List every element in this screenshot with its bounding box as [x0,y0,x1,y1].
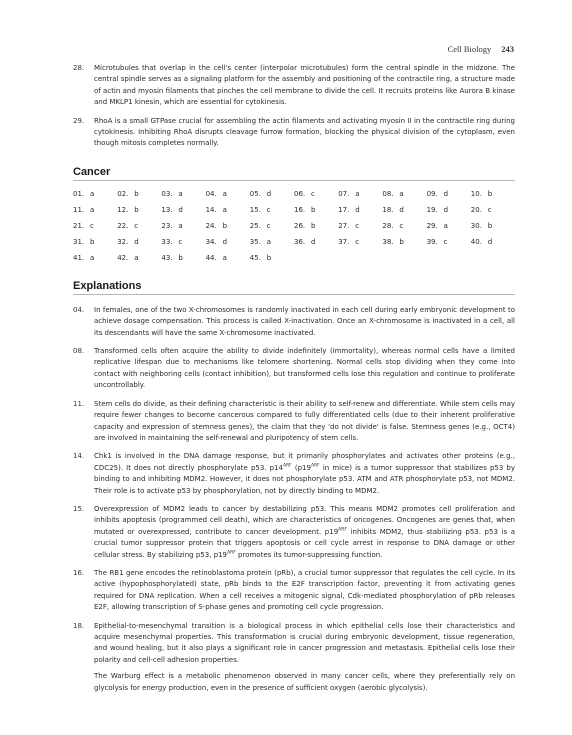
question-number: 10. [470,189,482,198]
answer-letter: a [90,253,95,262]
answer-letter: b [178,253,183,262]
answer-entry [382,222,426,230]
item-number: 16. [73,568,85,577]
question-number: 37. [338,237,350,246]
paragraph: In females, one of the two X-chromosomes is randomly inactivated in each cell during early embryonic development to achieve dosage compensation. This process is called X-inactivation. Once an X-chromosome is inactivated in a cell, all its descendants will have the same X-chromosome inactivated. [94,305,515,337]
answer-entry [250,222,294,230]
answer-entry [427,190,471,198]
intro-item [73,116,515,150]
answer-letter: d [399,205,404,214]
answer-entry [338,206,382,214]
answer-entry [206,254,250,262]
explanation-item [73,451,515,497]
running-header [448,44,514,54]
answer-letter: c [443,237,448,246]
answer-letter: d [311,237,316,246]
explanation-item [73,399,515,445]
item-text [94,504,515,561]
answer-letter: a [134,253,139,262]
question-number: 03. [161,189,173,198]
question-number: 16. [294,205,306,214]
answer-entry [471,206,515,214]
answer-letter: b [311,221,316,230]
question-number: 05. [249,189,261,198]
intro-item [73,63,515,109]
question-number: 40. [470,237,482,246]
answer-entry [250,190,294,198]
item-number: 04. [73,305,85,314]
answer-letter: b [134,189,139,198]
answer-entry [382,206,426,214]
paragraph: The RB1 gene encodes the retinoblastoma protein (pRb), a crucial tumor suppressor that regulates the cell cycle. In its active (hypophosphorylated) state, pRb binds to the E2F transcription factor, preventing it from activating genes required for DNA replication. When a cell receives a mitogenic signal, Cdk-mediated phosphorylation of pRb releases E2F, allowing transcription of S-phase genes and promoting cell cycle progression. [94,568,515,612]
question-number: 21. [73,221,85,230]
answer-letter: c [134,221,139,230]
answer-letter: a [399,189,404,198]
answer-letter: c [487,205,492,214]
answer-letter: b [222,221,228,230]
answer-entry [161,254,205,262]
question-number: 02. [117,189,129,198]
item-text [94,621,515,694]
question-number: 33. [161,237,173,246]
question-number: 23. [161,221,173,230]
answer-entry [73,238,117,246]
answer-letter: c [355,237,360,246]
question-number: 44. [205,253,217,262]
item-text [94,305,515,339]
answer-letter: a [222,189,227,198]
answer-letter: b [266,253,272,262]
explanation-item [73,621,515,694]
question-number: 38. [382,237,394,246]
question-number: 07. [338,189,350,198]
answer-entry [206,190,250,198]
section-name: Cell Biology [447,44,492,54]
paragraph: Transformed cells often acquire the ability to divide indefinitely (immortality), whereas normal cells have a limited replicative lifespan due to mechanisms like telomere shortening. Normal cells stop dividing when they come into contact with neighboring cells (contact inhibition), but transformed cells lose this regulation and continue to proliferate uncontrollably. [94,347,515,390]
answer-entry [73,254,117,262]
paragraph: RhoA is a small GTPase crucial for assembling the actin filaments and activating myosin II in the contractile ring during cytokinesis. Inhibiting RhoA disrupts cleavage furrow formation, blocking the physical division of the cytoplasm, even though mitosis completes normally. [94,116,515,148]
answer-entry [382,238,426,246]
answer-entry [73,206,117,214]
answer-letter: c [266,205,271,214]
answer-entry [161,206,205,214]
answer-entry [206,206,250,214]
paragraph: The Warburg effect is a metabolic phenomenon observed in many cancer cells, where they preferentially rely on glycolysis for energy production, even in the presence of sufficient oxygen (aerobic glycolysis). [94,672,515,692]
answer-entry [206,222,250,230]
item-number: 15. [73,504,85,513]
answer-letter: d [222,237,228,246]
answer-entry [161,222,205,230]
answer-entry [294,206,338,214]
item-text [94,116,515,150]
page-content [73,63,515,701]
paragraph: Chk1 is involved in the DNA damage response, but it primarily phosphorylates and activates other proteins (e.g., CDC25). It does not directly phosphorylate p53. $p14^{ARF}$ ($p19^{ARF}$ in mice) is a tumor suppressor that stabilizes p53 by binding to and inhibiting MDM2. However, it does not phosphorylate p53. ATM and ATR phosphorylate p53, not MDM2. Their role is to activate p53 by phosphorylation, not by directly binding to MDM2. [94,452,515,495]
answer-entry [382,190,426,198]
answer-letter: a [443,221,448,230]
answer-entry [117,206,161,214]
question-number: 34. [205,237,217,246]
explanation-item [73,568,515,614]
paragraph: Stem cells do divide, as their defining characteristic is their ability to self-renew and differentiate. While stem cells may require fewer changes to become cancerous compared to fully differentiated cells (due to their inherent proliferative capacity and expression of stemness genes), the claim that they 'do not divide' is false. Stemness genes (e.g., OCT4) are involved in maintaining the self-renewal and pluripotency of stem cells. [94,399,515,442]
item-number: 18. [73,621,85,630]
item-text [94,63,515,109]
answer-entry [117,238,161,246]
question-number: 11. [73,205,85,214]
answer-entry [250,254,294,262]
answer-letter: a [178,221,183,230]
explanation-item [73,346,515,392]
question-number: 14. [205,205,217,214]
item-text [94,399,515,445]
answer-letter: c [399,221,404,230]
answer-entry [206,238,250,246]
paragraph: Epithelial-to-mesenchymal transition is a biological process in which epithelial cells lose their characteristics and acquire mesenchymal properties. This transformation is crucial during embryonic development, tissue regeneration, and wound healing, but it also plays a significant role in cancer progression and metastasis. Epithelial cells lose their polarity and cell-cell adhesion properties. [94,621,515,664]
answer-letter: a [222,253,227,262]
answer-letter: c [355,221,360,230]
item-number: 14. [73,452,85,461]
question-number: 25. [249,221,261,230]
answer-letter: a [266,237,272,246]
answer-entry [471,190,515,198]
answer-entry [427,238,471,246]
answer-entry [117,190,161,198]
question-number: 29. [426,221,438,230]
answer-entry [338,190,382,198]
explanation-item [73,504,515,561]
explanations-section-title: Explanations [73,280,515,295]
question-number: 12. [117,205,129,214]
question-number: 20. [470,205,482,214]
item-number: 11. [73,399,85,408]
question-number: 35. [249,237,261,246]
cancer-section-title: Cancer [73,166,515,181]
question-number: 09. [426,189,438,198]
answer-letter: d [134,237,139,246]
explanation-item [73,305,515,339]
answer-key-grid [73,190,515,262]
answer-letter: d [443,205,449,214]
answer-letter: a [355,189,360,198]
answer-entry [294,222,338,230]
explanations-list [73,305,515,694]
question-number: 06. [294,189,306,198]
answer-entry [250,238,294,246]
question-number: 31. [73,237,85,246]
question-number: 39. [426,237,438,246]
answer-entry [427,206,471,214]
intro-items [73,63,515,150]
item-number: 08. [73,347,85,356]
question-number: 15. [249,205,261,214]
question-number: 26. [294,221,306,230]
page-number: 243 [501,44,514,54]
answer-letter: a [90,189,95,198]
question-number: 24. [205,221,217,230]
answer-letter: c [178,237,183,246]
answer-letter: d [487,237,493,246]
item-number: 29. [73,116,85,125]
item-text [94,568,515,614]
question-number: 30. [470,221,482,230]
answer-letter: d [355,205,360,214]
question-number: 42. [117,253,129,262]
question-number: 36. [294,237,306,246]
answer-entry [294,238,338,246]
answer-letter: b [134,205,139,214]
answer-entry [161,238,205,246]
answer-entry [161,190,205,198]
question-number: 22. [117,221,129,230]
question-number: 19. [426,205,438,214]
answer-letter: d [443,189,449,198]
question-number: 45. [249,253,261,262]
question-number: 08. [382,189,394,198]
answer-entry [427,222,471,230]
answer-entry [294,190,338,198]
answer-entry [73,222,117,230]
question-number: 27. [338,221,350,230]
answer-letter: d [178,205,183,214]
paragraph: Microtubules that overlap in the cell's center (interpolar microtubules) form the central spindle in the midzone. The central spindle serves as a signaling platform for the assembly and positioning of the contractile ring, a structure made of actin and myosin filaments that pinches the cell membrane to divide the cell. It recruits proteins like Aurora B kinase and MKLP1 kinesin, which are essential for cytokinesis. [94,64,515,107]
item-number: 28. [73,64,85,72]
answer-letter: b [487,189,493,198]
answer-letter: c [311,189,315,198]
question-number: 01. [73,189,85,198]
question-number: 43. [161,253,173,262]
answer-letter: c [266,221,271,230]
answer-letter: d [266,189,272,198]
answer-letter: b [399,237,404,246]
answer-letter: a [222,205,227,214]
answer-entry [338,238,382,246]
answer-entry [117,222,161,230]
question-number: 04. [205,189,217,198]
question-number: 13. [161,205,173,214]
item-text [94,451,515,497]
question-number: 17. [338,205,350,214]
answer-entry [338,222,382,230]
answer-letter: a [90,205,95,214]
answer-entry [471,222,515,230]
answer-letter: b [90,237,95,246]
answer-entry [471,238,515,246]
answer-letter: a [178,189,183,198]
answer-entry [73,190,117,198]
item-text [94,346,515,392]
question-number: 32. [117,237,129,246]
answer-letter: b [487,221,493,230]
answer-entry [250,206,294,214]
question-number: 28. [382,221,394,230]
question-number: 41. [73,253,85,262]
paragraph: Overexpression of MDM2 leads to cancer by destabilizing p53. This means MDM2 promotes cell proliferation and inhibits apoptosis (programmed cell death), which are characteristics of oncogenes. Oncogenes are genes that, when mutated or overexpressed, contribute to cancer development. $p19^{ARF}$ inhibits MDM2, thus stabilizing p53. p53 is a crucial tumor suppressor protein that triggers apoptosis or cell cycle arrest in response to DNA damage or other cellular stress. By stabilizing p53, $p19^{ARF}$ promotes its tumor-suppressing function. [94,504,515,559]
answer-letter: c [90,221,94,230]
answer-entry [117,254,161,262]
answer-letter: b [311,205,316,214]
question-number: 18. [382,205,394,214]
